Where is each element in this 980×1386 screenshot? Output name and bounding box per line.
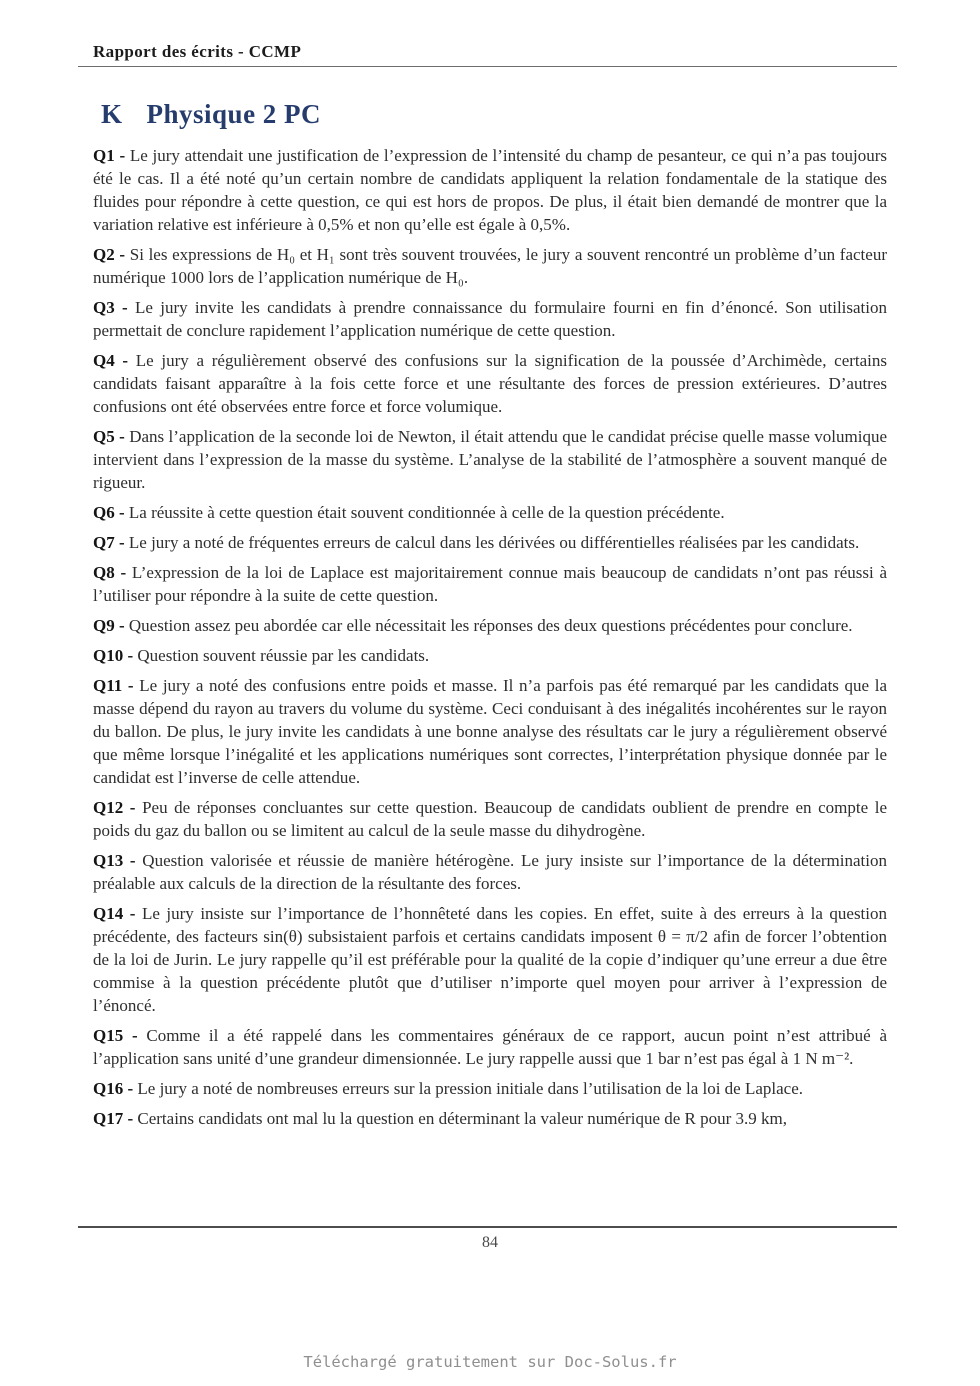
question-label: Q15 - — [93, 1026, 138, 1045]
question-text: Question souvent réussie par les candidats. — [137, 646, 430, 665]
question-label: Q6 - — [93, 503, 125, 522]
question-label: Q13 - — [93, 851, 136, 870]
question-paragraph-q11 — [93, 674, 887, 789]
question-paragraph-q14 — [93, 902, 887, 1017]
section-title: Physique 2 PC — [146, 99, 322, 129]
question-paragraph-q2 — [93, 243, 887, 289]
question-paragraph-q7 — [93, 531, 887, 554]
question-paragraph-q8 — [93, 561, 887, 607]
question-label: Q3 - — [93, 298, 128, 317]
question-text: Dans l’application de la seconde loi de Newton, il était attendu que le candidat précise quelle masse volumique intervient dans l’expression de la masse du système. L’analyse de la stabilité de l’atmosphère a souvent manqué de rigueur. — [93, 427, 888, 492]
page-number: 84 — [482, 1234, 498, 1251]
question-paragraph-q5 — [93, 425, 887, 494]
question-label: Q8 - — [93, 563, 127, 582]
question-paragraph-q17 — [93, 1107, 887, 1130]
question-label: Q2 - — [93, 245, 126, 264]
question-label: Q16 - — [93, 1079, 134, 1098]
question-text: Le jury invite les candidats à prendre connaissance du formulaire fourni en fin d’énoncé. Son utilisation permettait de conclure rapidement l’application numérique de cette question. — [93, 298, 887, 340]
question-label: Q4 - — [93, 351, 129, 370]
question-label: Q14 - — [93, 904, 136, 923]
question-text: L’expression de la loi de Laplace est majoritairement connue mais beaucoup de candidats n’ont pas réussi à l’utiliser pour répondre à la suite de cette question. — [93, 563, 888, 605]
question-label: Q1 - — [93, 146, 126, 165]
download-footer-note: Téléchargé gratuitement sur Doc-Solus.fr — [303, 1353, 677, 1371]
question-paragraph-q9 — [93, 614, 887, 637]
report-header-title: Rapport des écrits - CCMP — [93, 42, 302, 61]
question-paragraph-q10 — [93, 644, 887, 667]
question-text: Si les expressions de H₀ et H₁ sont très souvent trouvées, le jury a souvent rencontré un problème d’un facteur numérique 1000 lors de l’application numérique de H₀. — [93, 245, 887, 287]
question-paragraph-q3 — [93, 296, 887, 342]
section-heading — [101, 99, 321, 130]
question-text: Le jury attendait une justification de l’expression de l’intensité du champ de pesanteur, ce qui n’a pas toujours été le cas. Il a été noté qu’un certain nombre de candidats appliquent la relation fondamentale de la statique des fluides pour répondre à cette question, ce qui est hors de propos. De plus, il était bien demandé de montrer que la variation relative est inférieure à 0,5% et non qu’elle est égale à 0,5%. — [93, 146, 888, 234]
question-label: Q17 - — [93, 1109, 134, 1128]
question-label: Q10 - — [93, 646, 134, 665]
report-body — [93, 144, 887, 1137]
question-label: Q12 - — [93, 798, 136, 817]
question-paragraph-q12 — [93, 796, 887, 842]
question-text: Peu de réponses concluantes sur cette question. Beaucoup de candidats oublient de prendre en compte le poids du gaz du ballon ou se limitent au calcul de la seule masse du dihydrogène. — [93, 798, 888, 840]
question-text: La réussite à cette question était souvent conditionnée à celle de la question précédente. — [128, 503, 725, 522]
question-paragraph-q4 — [93, 349, 887, 418]
question-paragraph-q1 — [93, 144, 887, 236]
question-label: Q5 - — [93, 427, 125, 446]
question-label: Q11 - — [93, 676, 134, 695]
section-number: K — [101, 99, 123, 129]
question-paragraph-q6 — [93, 501, 887, 524]
footer-rule — [78, 1226, 897, 1228]
question-text: Question assez peu abordée car elle nécessitait les réponses des deux questions précédentes pour conclure. — [128, 616, 853, 635]
question-text: Comme il a été rappelé dans les commentaires généraux de ce rapport, aucun point n’est attribué à l’application sans unité d’une grandeur dimensionnée. Le jury rappelle aussi que 1 bar n’est pas égal à 1 N m⁻². — [93, 1026, 887, 1068]
question-label: Q7 - — [93, 533, 125, 552]
header-rule — [78, 66, 897, 67]
question-text: Le jury a noté des confusions entre poids et masse. Il n’a parfois pas été remarqué par les candidats que la masse dépend du rayon au travers du volume du système. Ceci conduisant à des inégalités incohérentes sur le rayon du ballon. De plus, le jury invite les candidats à une bonne analyse des résultats car le jury a régulièrement observé que même lorsque l’inégalité et les applications numériques sont correctes, l’interprétation physique donnée par le candidat est l’inverse de celle attendue. — [93, 676, 888, 787]
question-text: Le jury a noté de fréquentes erreurs de calcul dans les dérivées ou différentielles réalisées par les candidats. — [128, 533, 860, 552]
question-text: Le jury a régulièrement observé des confusions sur la signification de la poussée d’Archimède, certains candidats faisant apparaître à la fois cette force et une résultante des forces de pression extérieures. D’autres confusions ont été observées entre force et force volumique. — [93, 351, 888, 416]
question-text: Le jury a noté de nombreuses erreurs sur la pression initiale dans l’utilisation de la loi de Laplace. — [137, 1079, 804, 1098]
question-paragraph-q16 — [93, 1077, 887, 1100]
question-label: Q9 - — [93, 616, 125, 635]
question-paragraph-q13 — [93, 849, 887, 895]
question-paragraph-q15 — [93, 1024, 887, 1070]
question-text: Question valorisée et réussie de manière hétérogène. Le jury insiste sur l’importance de la détermination préalable aux calculs de la direction de la résultante des forces. — [93, 851, 887, 893]
question-text: Le jury insiste sur l’importance de l’honnêteté dans les copies. En effet, suite à des erreurs à la question précédente, des facteurs sin(θ) subsistaient parfois et certains candidats imposent θ = π/2 afin de forcer l’obtention de la loi de Jurin. Le jury rappelle qu’il est préférable pour la qualité de la copie d’indiquer qu’une erreur a due être commise à la question précédente plutôt que d’utiliser n’importe quel moyen pour arriver à l’expression de l’énoncé. — [93, 904, 888, 1015]
question-text: Certains candidats ont mal lu la question en déterminant la valeur numérique de R pour 3.9 km, — [137, 1109, 788, 1128]
